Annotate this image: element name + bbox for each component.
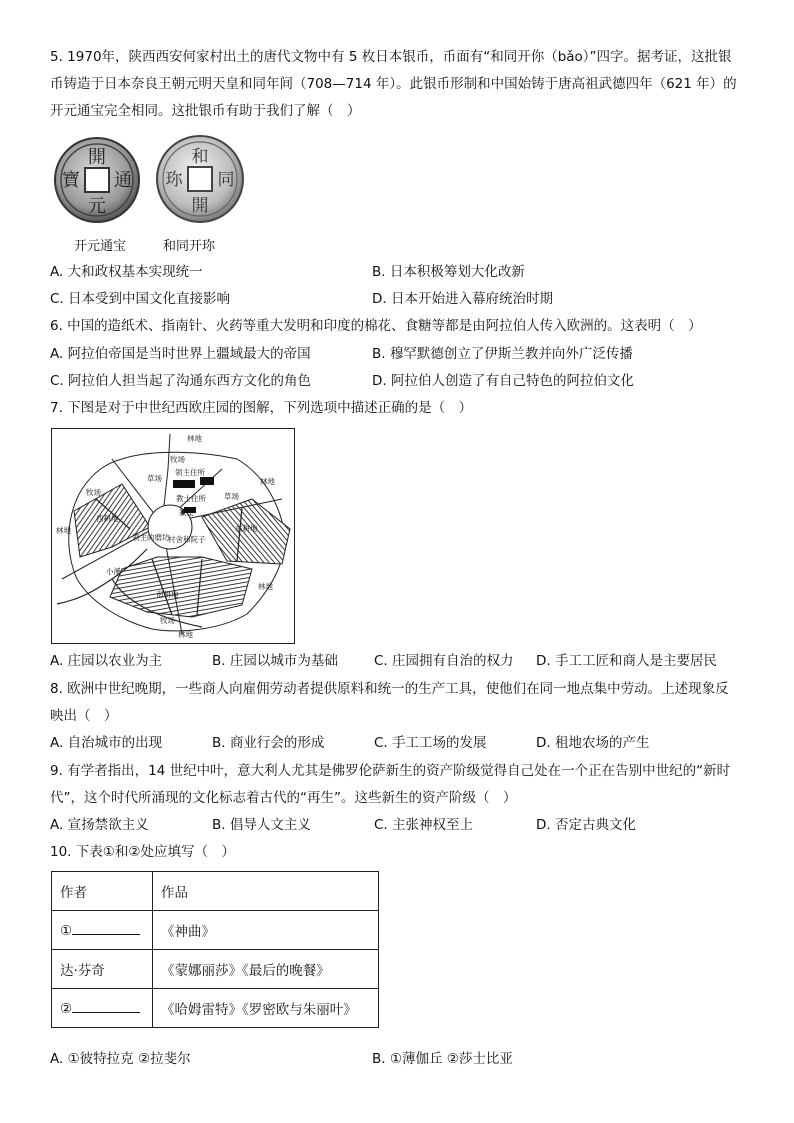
manor-map [51, 428, 295, 644]
q7-option-c[interactable]: C. 庄园拥有自治的权力 [374, 653, 514, 669]
coin-kaiyuan-tongbao [52, 136, 142, 224]
coin2-caption: 和同开珎 [163, 239, 216, 254]
q8-stem-line-1: 8. 欧洲中世纪晚期，一些商人向雇佣劳动者提供原料和统一的生产工具，使他们在同一地点集中劳动。上述现象反 [50, 681, 729, 697]
map-label-pasture-left: 牧场 [86, 488, 101, 497]
q10-stem: 10. 下表①和②处应填写（ ） [50, 844, 235, 860]
coin1-glyph-bottom: 元 [88, 196, 106, 217]
q8-option-a[interactable]: A. 自治城市的出现 [50, 735, 163, 751]
fill-blank-1[interactable] [72, 922, 140, 935]
table-row [52, 950, 379, 989]
map-label-lord-house: 领主住所 [175, 468, 205, 477]
map-label-village: 村舍和院子 [168, 535, 206, 544]
q7-option-a[interactable]: A. 庄园以农业为主 [50, 653, 163, 669]
map-label-priest-house: 教士住所 [176, 494, 206, 503]
q9-stem-line-2: 代”，这个时代所涌现的文化标志着古代的“再生”。这些新生的资产阶级（ ） [50, 790, 517, 806]
q9-option-c[interactable]: C. 主张神权至上 [374, 817, 474, 833]
q9-option-b[interactable]: B. 倡导人文主义 [212, 817, 311, 833]
coin2-glyph-bottom: 開 [191, 196, 209, 216]
q5-stem-line-3: 开元通宝完全相同。这批银币有助于我们了解（ ） [50, 103, 361, 119]
q7-option-d[interactable]: D. 手工工匠和商人是主要居民 [536, 653, 717, 669]
q8-option-d[interactable]: D. 租地农场的产生 [536, 735, 650, 751]
q6-option-c[interactable]: C. 阿拉伯人担当起了沟通东西方文化的角色 [50, 373, 312, 389]
q6-stem: 6. 中国的造纸术、指南针、火药等重大发明和印度的棉花、食糖等都是由阿拉伯人传入欧洲的。这表明（ ） [50, 318, 702, 334]
q9-stem-line-1: 9. 有学者指出，14 世纪中叶，意大利人尤其是佛罗伦萨新生的资产阶级觉得自己处在一个正在告别中世纪的“新时 [50, 763, 731, 779]
table-cell-author [52, 911, 153, 950]
map-label-south-field: 南耕地 [156, 590, 179, 599]
table-header-work: 作品 [153, 872, 379, 911]
coin2-glyph-top: 和 [191, 147, 209, 167]
map-label-lord-mill: 领主的磨坊 [132, 533, 170, 542]
q5-stem-line-1: 5. 1970年，陕西西安何家村出土的唐代文物中有 5 枚日本银币，币面有“和同开你（bǎo）”四字。据考证，这批银 [50, 49, 732, 65]
table-cell-work: 《神曲》 [153, 911, 379, 950]
table-row [52, 989, 379, 1028]
q8-option-c[interactable]: C. 手工工场的发展 [374, 735, 487, 751]
map-label-pasture-bottom: 牧场 [160, 616, 175, 625]
q6-option-d[interactable]: D. 阿拉伯人创造了有自己特色的阿拉伯文化 [372, 373, 634, 389]
coin1-glyph-left: 寶 [62, 170, 80, 191]
map-label-east-field: 东耕地 [235, 524, 258, 533]
table-header-author: 作者 [52, 872, 153, 911]
q9-option-d[interactable]: D. 否定古典文化 [536, 817, 636, 833]
map-label-west-field: 西耕地 [96, 514, 119, 523]
coin2-glyph-right: 同 [217, 170, 235, 190]
q8-option-b[interactable]: B. 商业行会的形成 [212, 735, 325, 751]
coin2-glyph-left: 珎 [165, 170, 183, 190]
q6-option-b[interactable]: B. 穆罕默德创立了伊斯兰教并向外广泛传播 [372, 346, 633, 362]
q10-option-b[interactable]: B. ①薄伽丘 ②莎士比亚 [372, 1051, 513, 1067]
q10-option-a[interactable]: A. ①彼特拉克 ②拉斐尔 [50, 1051, 191, 1067]
table-cell-author: 达·芬奇 [52, 950, 153, 989]
coin1-glyph-top: 開 [88, 147, 106, 168]
table-header-row [52, 872, 379, 911]
coin1-glyph-right: 通 [114, 170, 132, 191]
fill-blank-2[interactable] [72, 1000, 140, 1013]
q7-stem: 7. 下图是对于中世纪西欧庄园的图解，下列选项中描述正确的是（ ） [50, 400, 473, 416]
q5-option-a[interactable]: A. 大和政权基本实现统一 [50, 264, 203, 280]
q5-option-c[interactable]: C. 日本受到中国文化直接影响 [50, 291, 231, 307]
q6-option-a[interactable]: A. 阿拉伯帝国是当时世界上疆域最大的帝国 [50, 346, 311, 362]
map-label-church: 教堂 [179, 508, 194, 517]
q5-stem-line-2: 币铸造于日本奈良王朝元明天皇和同年间（708—714 年）。此银币形制和中国始铸于唐高祖武德四年（621 年）的 [50, 76, 737, 92]
map-label-forest-top: 林地 [187, 434, 202, 443]
table-cell-work: 《蒙娜丽莎》《最后的晚餐》 [153, 950, 379, 989]
map-label-forest-left: 林地 [56, 526, 71, 535]
blank-marker: ② [60, 1000, 73, 1017]
map-label-forest-right-low: 林地 [258, 582, 273, 591]
table-row [52, 911, 379, 950]
map-label-meadow-left: 草场 [147, 474, 162, 483]
map-label-meadow-right: 草场 [224, 492, 239, 501]
q5-option-b[interactable]: B. 日本积极筹划大化改新 [372, 264, 525, 280]
map-label-forest-right: 林地 [260, 477, 275, 486]
table-cell-work: 《哈姆雷特》《罗密欧与朱丽叶》 [153, 989, 379, 1028]
q8-stem-line-2: 映出（ ） [50, 708, 118, 724]
q7-option-b[interactable]: B. 庄园以城市为基础 [212, 653, 338, 669]
map-label-forest-bottom: 林地 [178, 630, 193, 639]
blank-marker: ① [60, 922, 73, 939]
map-label-stream: 小溪 [106, 567, 121, 576]
coin1-caption: 开元通宝 [74, 239, 127, 254]
table-cell-author [52, 989, 153, 1028]
map-label-pasture-top: 牧场 [170, 455, 185, 464]
q5-option-d[interactable]: D. 日本开始进入幕府统治时期 [372, 291, 553, 307]
q9-option-a[interactable]: A. 宣扬禁欲主义 [50, 817, 149, 833]
coin-wadou-kaichin [154, 134, 246, 224]
works-table [51, 871, 379, 1028]
